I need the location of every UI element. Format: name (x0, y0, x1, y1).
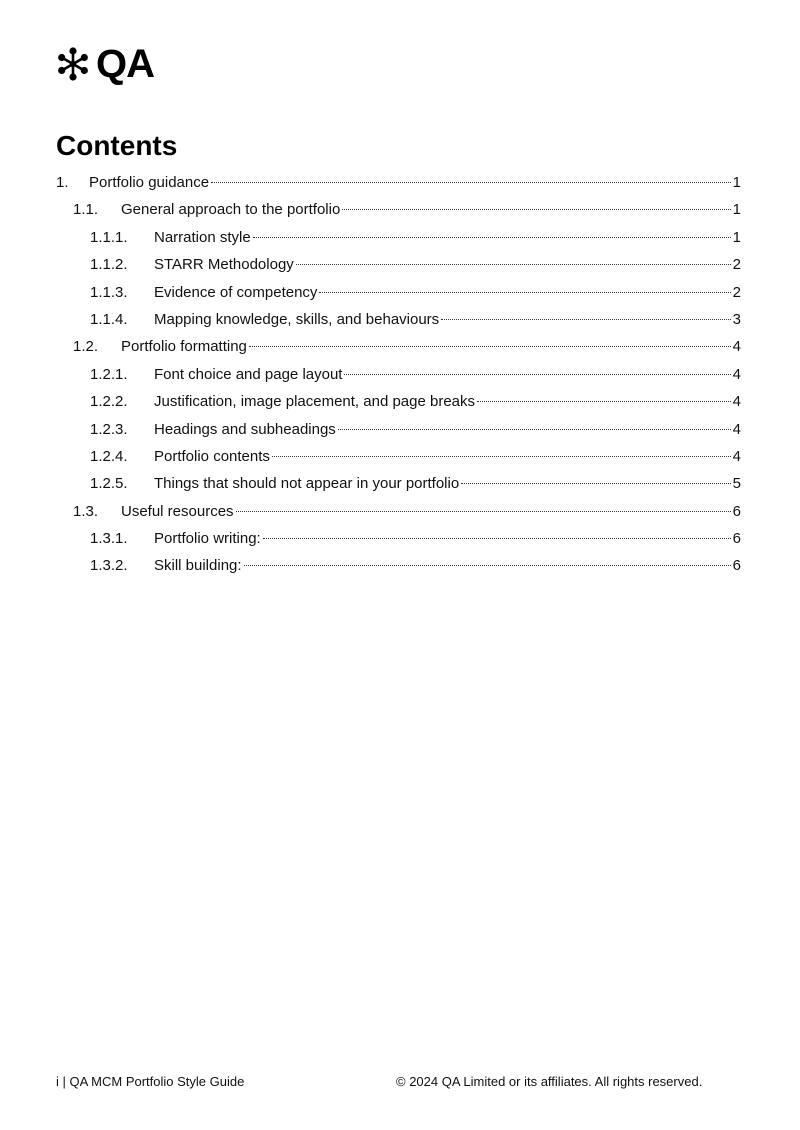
toc-entry-number: 1.1. (73, 201, 99, 219)
toc-entry-page-number: 4 (732, 447, 741, 465)
toc-entry-title[interactable]: Narration style (154, 228, 251, 246)
toc-entry-number: 1.2.4. (90, 447, 128, 465)
toc-entry-number: 1.2.3. (90, 420, 128, 438)
toc-entry-page-number: 4 (732, 365, 741, 383)
toc-entry-title[interactable]: Portfolio writing: (154, 530, 261, 548)
logo-wordmark: QA (96, 42, 154, 86)
toc-entry-page-number: 1 (732, 174, 741, 191)
toc-dot-leader (319, 292, 730, 293)
toc-entry-number: 1.3.2. (90, 557, 128, 575)
toc-entry[interactable] (56, 363, 741, 390)
toc-entry[interactable] (56, 500, 741, 527)
toc-entry[interactable] (56, 226, 741, 253)
footer-document-label: i | QA MCM Portfolio Style Guide (56, 1074, 245, 1089)
toc-entry-number: 1.2. (73, 338, 99, 356)
toc-dot-leader (344, 374, 730, 375)
toc-entry[interactable] (56, 445, 741, 472)
toc-entry-title[interactable]: Portfolio contents (154, 447, 270, 465)
toc-entry-number: 1.1.4. (90, 310, 128, 328)
toc-dot-leader (461, 483, 730, 484)
toc-dot-leader (263, 538, 731, 539)
toc-entry-page-number: 1 (732, 228, 741, 246)
toc-entry-number: 1. (56, 174, 69, 191)
toc-entry-page-number: 1 (732, 201, 741, 219)
toc-entry-number: 1.1.2. (90, 256, 128, 274)
toc-entry-number: 1.3.1. (90, 530, 128, 548)
footer-copyright: © 2024 QA Limited or its affiliates. All rights reserved. (396, 1074, 703, 1089)
toc-dot-leader (272, 456, 731, 457)
toc-entry[interactable] (56, 198, 741, 225)
toc-entry-page-number: 6 (732, 557, 741, 575)
toc-dot-leader (477, 401, 731, 402)
toc-entry-title[interactable]: Evidence of competency (154, 283, 318, 301)
toc-entry[interactable] (56, 335, 741, 362)
toc-entry[interactable] (56, 253, 741, 280)
toc-entry[interactable] (56, 554, 741, 581)
toc-entry-page-number: 6 (732, 502, 741, 520)
toc-entry-number: 1.2.1. (90, 365, 128, 383)
toc-entry-number: 1.3. (73, 502, 99, 520)
toc-dot-leader (342, 209, 730, 210)
toc-dot-leader (296, 264, 731, 265)
table-of-contents (56, 171, 741, 582)
toc-entry-title[interactable]: Portfolio guidance (89, 174, 210, 191)
toc-entry-title[interactable]: General approach to the portfolio (121, 201, 341, 219)
toc-entry-page-number: 2 (732, 256, 741, 274)
toc-entry[interactable] (56, 308, 741, 335)
toc-entry-title[interactable]: Mapping knowledge, skills, and behaviours (154, 310, 440, 328)
toc-entry[interactable] (56, 390, 741, 417)
toc-entry[interactable] (56, 527, 741, 554)
toc-dot-leader (441, 319, 730, 320)
toc-entry-page-number: 6 (732, 530, 741, 548)
asterisk-dots-icon (56, 47, 90, 81)
toc-entry-number: 1.1.3. (90, 283, 128, 301)
toc-dot-leader (253, 237, 731, 238)
toc-dot-leader (338, 429, 731, 430)
toc-dot-leader (244, 565, 731, 566)
page-title: Contents (56, 130, 178, 161)
toc-entry-title[interactable]: Portfolio formatting (121, 338, 247, 356)
toc-entry-title[interactable]: Font choice and page layout (154, 365, 343, 383)
toc-entry[interactable] (56, 418, 741, 445)
toc-entry[interactable] (56, 171, 741, 198)
toc-entry-title[interactable]: Useful resources (121, 502, 234, 520)
toc-entry-title[interactable]: STARR Methodology (154, 256, 294, 274)
toc-entry-title[interactable]: Headings and subheadings (154, 420, 336, 438)
toc-entry-number: 1.1.1. (90, 228, 128, 246)
qa-logo (56, 44, 154, 84)
toc-entry-page-number: 2 (732, 283, 741, 301)
toc-entry-page-number: 4 (732, 393, 741, 411)
toc-entry-page-number: 3 (732, 310, 741, 328)
toc-entry-title[interactable]: Things that should not appear in your portfolio (154, 475, 460, 493)
toc-entry-title[interactable]: Skill building: (154, 557, 242, 575)
toc-entry-number: 1.2.5. (90, 475, 128, 493)
toc-entry-number: 1.2.2. (90, 393, 128, 411)
toc-entry-page-number: 4 (732, 420, 741, 438)
toc-entry[interactable] (56, 281, 741, 308)
toc-entry-title[interactable]: Justification, image placement, and page breaks (154, 393, 476, 411)
toc-dot-leader (211, 182, 731, 183)
toc-entry-page-number: 5 (732, 475, 741, 493)
toc-entry-page-number: 4 (732, 338, 741, 356)
toc-dot-leader (236, 511, 731, 512)
toc-dot-leader (249, 346, 731, 347)
toc-entry[interactable] (56, 472, 741, 499)
